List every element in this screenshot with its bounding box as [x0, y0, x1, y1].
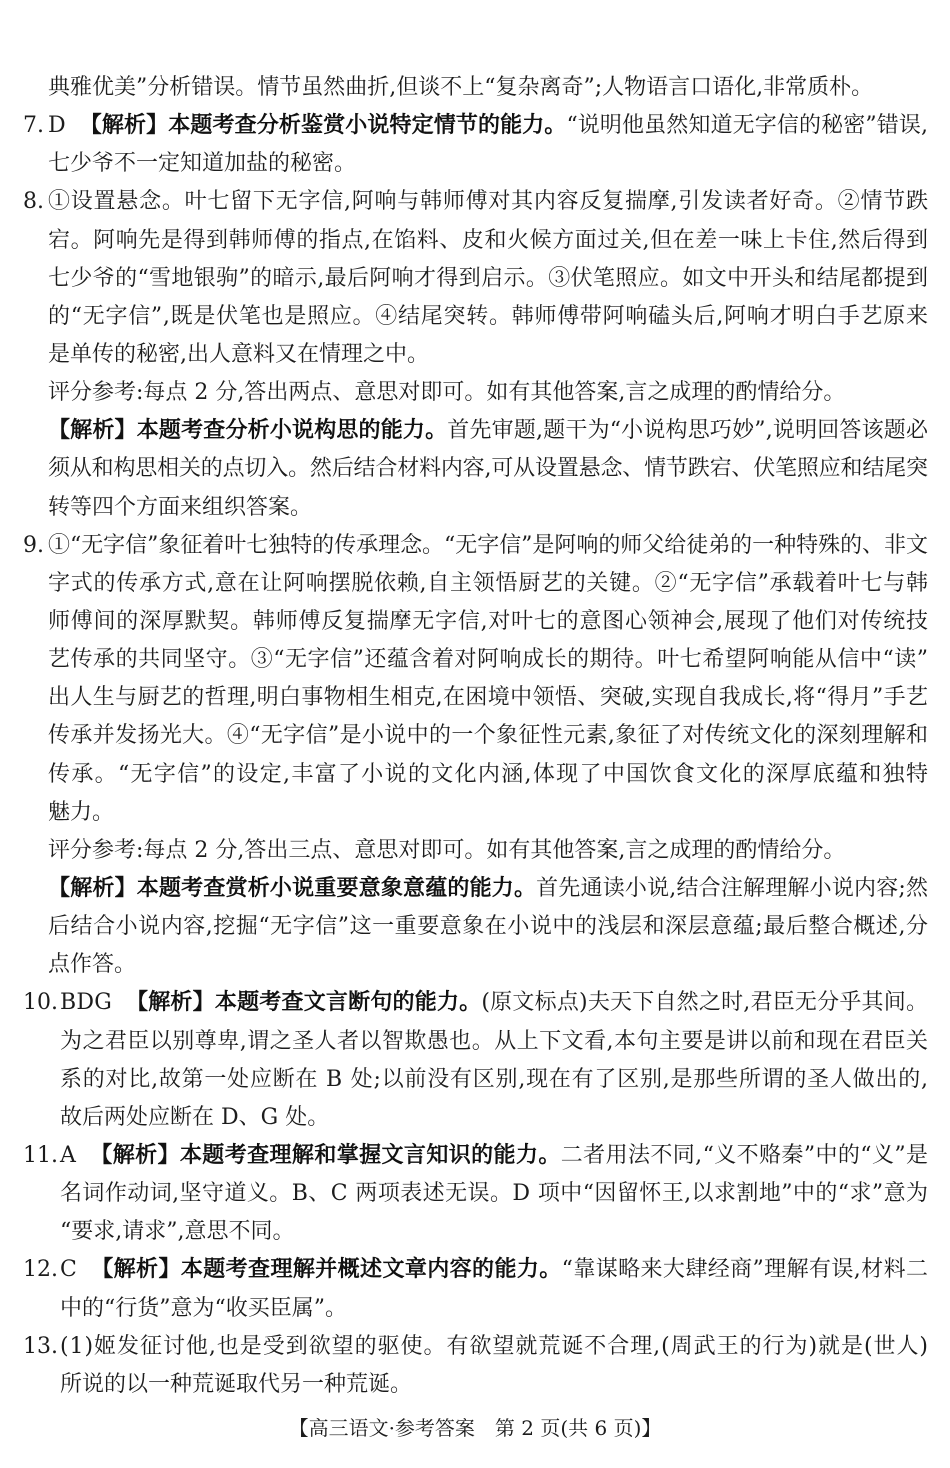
analysis-label: 【解析】本题考查文言断句的能力。 — [126, 990, 482, 1016]
text-line-content — [48, 412, 928, 450]
text-line — [48, 412, 928, 450]
answer-choice: C — [60, 1257, 78, 1283]
text-segment: 中的“行货”意为“收买臣属”。 — [60, 1295, 347, 1321]
text-line — [48, 946, 928, 984]
text-segment: “靠谋略来大肆经商”理解有误,材料二 — [561, 1257, 929, 1283]
answer-item-11 — [0, 1137, 928, 1251]
answer-item-7 — [0, 107, 928, 183]
answer-choice: BDG — [60, 990, 113, 1016]
text-line-content — [48, 717, 928, 755]
text-line — [60, 1061, 928, 1099]
answer-choice: D — [48, 113, 66, 139]
text-line-content — [60, 1366, 412, 1404]
text-segment: 字式的传承方式,意在让阿响摆脱依赖,自主领悟厨艺的关键。②“无字信”承载着叶七与韩 — [48, 570, 929, 596]
text-line-content — [48, 260, 928, 298]
text-segment: 首先通读小说,结合注解理解小说内容;然 — [536, 875, 929, 901]
answer-item-10 — [0, 984, 928, 1137]
text-line — [60, 1175, 928, 1213]
text-line — [60, 1328, 928, 1366]
text-line — [48, 908, 928, 946]
page-footer: 【高三语文·参考答案 第 2 页(共 6 页)】 — [288, 1416, 662, 1440]
text-segment: 宕。阿响先是得到韩师傅的指点,在馅料、皮和火候方面过关,但在差一味上卡住,然后得到 — [48, 227, 929, 253]
text-segment: 为之君臣以别尊卑,谓之圣人者以智欺愚也。从上下文看,本句主要是讲以前和现在君臣关 — [60, 1028, 929, 1054]
text-line — [48, 603, 928, 641]
text-line-content — [48, 527, 928, 565]
text-line-content — [48, 222, 929, 260]
text-line-content — [48, 756, 929, 794]
text-segment: 后结合小说内容,挖掘“无字信”这一重要意象在小说中的浅层和深层意蕴;最后整合概述,分 — [48, 914, 929, 940]
answer-list — [0, 69, 950, 1404]
question-number: 13. — [23, 1333, 58, 1359]
text-line-content — [48, 565, 929, 603]
text-segment: 故后两处应断在 D、G 处。 — [60, 1104, 330, 1130]
text-line — [60, 1099, 928, 1137]
text-segment: 评分参考:每点 2 分,答出三点、意思对即可。如有其他答案,言之成理的酌情给分。 — [48, 837, 846, 863]
text-line — [48, 69, 928, 107]
text-line — [48, 717, 928, 755]
question-number: 10. — [23, 990, 58, 1016]
text-segment: “说明他虽然知道无字信的秘密”错误, — [566, 113, 929, 139]
question-number: 8. — [23, 189, 44, 215]
analysis-label: 【解析】本题考查理解和掌握文言知识的能力。 — [90, 1142, 561, 1168]
text-segment: 七少爷不一定知道加盐的秘密。 — [48, 151, 357, 177]
analysis-label: 【解析】本题考查分析小说构思的能力。 — [48, 418, 448, 444]
text-line-content — [60, 1061, 929, 1099]
text-line-content — [48, 489, 312, 527]
analysis-label: 【解析】本题考查理解并概述文章内容的能力。 — [91, 1257, 562, 1283]
text-segment: ①设置悬念。叶七留下无字信,阿响与韩师傅对其内容反复揣摩,引发读者好奇。②情节跌 — [48, 189, 929, 215]
answer-item-13 — [0, 1328, 928, 1404]
text-line — [60, 1251, 928, 1289]
text-line — [48, 298, 928, 336]
text-line — [48, 832, 928, 870]
text-segment: 系的对比,故第一处应断在 B 处;以前没有区别,现在有了区别,是那些所谓的圣人做出的, — [60, 1066, 929, 1092]
text-line — [48, 145, 928, 183]
text-line — [48, 794, 928, 832]
text-line — [48, 756, 928, 794]
question-number: 7. — [23, 113, 44, 139]
text-line-content — [48, 870, 928, 908]
text-line-content — [48, 832, 845, 870]
text-segment: 评分参考:每点 2 分,答出两点、意思对即可。如有其他答案,言之成理的酌情给分。 — [48, 380, 846, 406]
analysis-label: 【解析】本题考查赏析小说重要意象意蕴的能力。 — [48, 875, 537, 901]
text-line — [48, 565, 928, 603]
text-segment: 的“无字信”,既是伏笔也是照应。④结尾突转。韩师傅带阿响磕头后,阿响才明白手艺原来 — [48, 303, 929, 329]
text-line-content — [60, 1251, 928, 1289]
text-segment: (1)姬发征讨他,也是受到欲望的驱使。有欲望就荒诞不合理,(周武王的行为)就是(世人) — [60, 1333, 929, 1359]
text-line-content — [60, 1099, 329, 1137]
answer-item-8 — [0, 183, 928, 526]
text-segment: 七少爷的“雪地银驹”的暗示,最后阿响才得到启示。③伏笔照应。如文中开头和结尾都提到 — [48, 265, 929, 291]
text-line — [60, 1023, 928, 1061]
answer-choice: A — [60, 1142, 77, 1168]
text-line-content — [60, 1328, 929, 1366]
text-line-content — [60, 1290, 347, 1328]
text-line — [48, 107, 928, 145]
text-line — [48, 527, 928, 565]
text-line-content — [48, 374, 845, 412]
text-segment: 师傅间的深厚默契。韩师傅反复揣摩无字信,对叶七的意图心领神会,展现了他们对传统技 — [48, 608, 929, 634]
text-line-content — [48, 679, 928, 717]
question-number: 9. — [23, 532, 44, 558]
text-segment: 艺传承的共同坚守。③“无字信”还蕴含着对阿响成长的期待。叶七希望阿响能从信中“读” — [48, 647, 929, 673]
text-segment: ①“无字信”象征着叶七独特的传承理念。“无字信”是阿响的师父给徒弟的一种特殊的、非文 — [48, 532, 928, 558]
text-line-content — [48, 336, 429, 374]
text-line — [48, 183, 928, 221]
text-line — [48, 374, 928, 412]
answer-item-continued — [0, 69, 928, 107]
text-segment: 是单传的秘密,出人意料又在情理之中。 — [48, 341, 429, 367]
text-line — [48, 336, 928, 374]
text-segment: (原文标点)夫天下自然之时,君臣无分乎其间。 — [481, 990, 929, 1016]
text-line — [48, 489, 928, 527]
text-line — [60, 1213, 928, 1251]
analysis-label: 【解析】本题考查分析鉴赏小说特定情节的能力。 — [79, 113, 567, 139]
text-line-content — [48, 183, 929, 221]
text-line — [48, 641, 928, 679]
text-line-content — [60, 984, 928, 1022]
text-segment: 转等四个方面来组织答案。 — [48, 494, 313, 520]
text-line-content — [48, 603, 929, 641]
text-segment: 二者用法不同,“义不赂秦”中的“义”是 — [560, 1142, 929, 1168]
text-segment: 点作答。 — [48, 952, 137, 978]
text-segment: 典雅优美”分析错误。情节虽然曲折,但谈不上“复杂离奇”;人物语言口语化,非常质朴。 — [48, 75, 874, 100]
text-line — [60, 1366, 928, 1404]
answer-item-9 — [0, 527, 928, 985]
text-line-content — [60, 1213, 294, 1251]
text-line-content — [48, 794, 114, 832]
text-line-content — [48, 298, 929, 336]
text-line-content — [48, 69, 873, 107]
text-line-content — [48, 145, 356, 183]
question-number: 11. — [23, 1142, 58, 1168]
text-line — [48, 450, 928, 488]
text-line — [60, 1137, 928, 1175]
text-line-content — [48, 107, 928, 145]
answer-item-12 — [0, 1251, 928, 1327]
text-segment: “要求,请求”,意思不同。 — [60, 1219, 295, 1245]
text-segment: 传承。“无字信”的设定,丰富了小说的文化内涵,体现了中国饮食文化的深厚底蕴和独特 — [48, 761, 930, 787]
text-line — [48, 679, 928, 717]
text-segment: 须从和构思相关的点切入。然后结合材料内容,可从设置悬念、情节跌宕、伏笔照应和结尾突 — [48, 456, 928, 482]
text-line-content — [48, 946, 136, 984]
text-segment: 魅力。 — [48, 799, 115, 825]
text-line-content — [48, 908, 929, 946]
text-line — [60, 1290, 928, 1328]
text-line-content — [60, 1175, 928, 1213]
text-segment: 名词作动词,坚守道义。B、C 两项表述无误。D 项中“因留怀王,以求割地”中的“求”意为 — [60, 1181, 929, 1207]
text-line-content — [60, 1137, 928, 1175]
text-line-content — [48, 641, 929, 679]
text-line-content — [48, 450, 928, 488]
question-number: 12. — [23, 1257, 58, 1283]
text-line-content — [60, 1023, 928, 1061]
text-segment: 首先审题,题干为“小说构思巧妙”,说明回答该题必 — [447, 418, 929, 444]
text-line — [60, 984, 928, 1022]
text-line — [48, 870, 928, 908]
text-segment: 传承并发扬光大。④“无字信”是小说中的一个象征性元素,象征了对传统文化的深刻理解和 — [48, 723, 929, 749]
text-line — [48, 222, 928, 260]
text-segment: 所说的以一种荒诞取代另一种荒诞。 — [60, 1371, 413, 1397]
text-line — [48, 260, 928, 298]
text-segment: 出人生与厨艺的哲理,明白事物相生相克,在困境中领悟、突破,实现自我成长,将“得月”手艺 — [48, 685, 929, 711]
